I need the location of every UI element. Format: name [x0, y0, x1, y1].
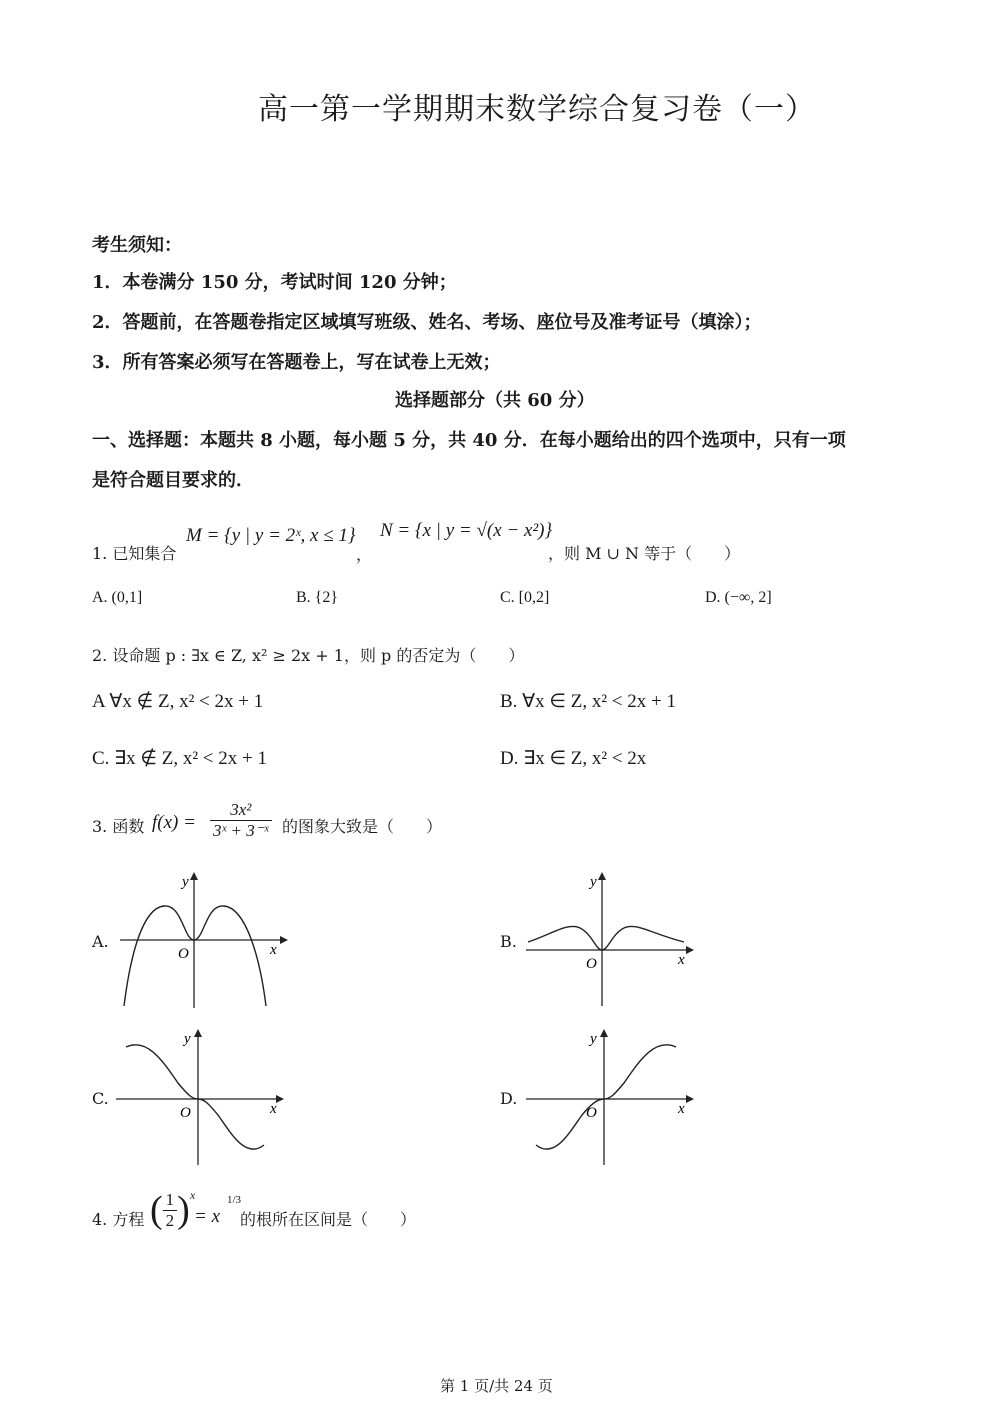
graph-d-label: D.: [500, 1089, 518, 1108]
q1-set-m: M = {y | y = 2ˣ, x ≤ 1}: [186, 525, 356, 546]
q2-text: 2. 设命题 p : ∃x ∈ Z, x² ≥ 2x + 1，则 p 的否定为（ ）: [92, 646, 525, 665]
q1-option-d: D. (−∞, 2]: [705, 589, 772, 606]
q1-comma: ，: [356, 545, 373, 564]
q3-suffix: 的图象大致是（ ）: [282, 817, 443, 836]
notice-item-1: 1．本卷满分 150 分，考试时间 120 分钟；: [92, 272, 457, 293]
q2-option-b: B. ∀x ∈ Z, x² < 2x + 1: [500, 691, 676, 712]
q1-suffix: ，则 M ∪ N 等于（ ）: [548, 544, 741, 563]
q1-prefix: 1. 已知集合: [92, 544, 177, 563]
graph-a-y-label: y: [182, 874, 189, 890]
q2-option-d: D. ∃x ∈ Z, x² < 2x: [500, 748, 647, 769]
q4-lhs-numerator: 1: [163, 1190, 178, 1211]
part-one-line-2: 是符合题目要求的．: [92, 470, 254, 491]
notice-item-2: 2．答题前，在答题卷指定区域填写班级、姓名、考场、座位号及准考证号（填涂）；: [92, 312, 762, 333]
graph-c-label: C.: [92, 1089, 109, 1108]
section-title: 选择题部分（共 60 分）: [395, 390, 595, 411]
q3-fx: f(x) =: [152, 812, 196, 833]
q4-suffix: 的根所在区间是（ ）: [240, 1210, 417, 1229]
graph-a-x-label: x: [270, 942, 277, 958]
q1-option-b: B. {2}: [296, 589, 339, 606]
q4-rhs-exponent: 1/3: [227, 1194, 242, 1206]
graph-d-y-label: y: [590, 1031, 597, 1047]
graph-c-origin: O: [180, 1105, 191, 1121]
graph-b-y-label: y: [590, 874, 597, 890]
q3-denominator: 3ˣ + 3⁻ˣ: [213, 821, 269, 840]
q4-lhs: ( $\frac{1}{2}$ )$^x$: [150, 1188, 196, 1231]
q4-prefix: 4. 方程: [92, 1210, 145, 1229]
graph-a: [112, 868, 292, 1010]
q4-lhs-exponent: x: [189, 1188, 196, 1202]
q3-fraction: [210, 800, 272, 841]
graph-a-label: A.: [92, 932, 109, 951]
graph-b: [522, 868, 702, 1010]
part-one-line-1: 一、选择题：本题共 8 小题，每小题 5 分，共 40 分．在每小题给出的四个选项中，只有一项: [92, 430, 846, 451]
notice-heading: 考生须知：: [92, 235, 182, 256]
page-title: 高一第一学期期末数学综合复习卷（一）: [258, 92, 816, 127]
graph-b-origin: O: [586, 956, 597, 972]
graph-c-x-label: x: [270, 1101, 277, 1117]
graph-d-x-label: x: [678, 1101, 685, 1117]
q4-lhs-denominator: 2: [165, 1210, 175, 1230]
notice-item-3: 3．所有答案必须写在答题卷上，写在试卷上无效；: [92, 352, 501, 373]
graph-b-x-label: x: [678, 952, 685, 968]
page-footer: 第 1 页/共 24 页: [440, 1377, 553, 1395]
graph-c: [112, 1025, 292, 1167]
q1-set-n: N = {x | y = √(x − x²)}: [380, 520, 553, 541]
graph-d-origin: O: [586, 1105, 597, 1121]
graph-a-origin: O: [178, 946, 189, 962]
graph-b-label: B.: [500, 932, 517, 951]
q4-rhs: = x: [194, 1206, 221, 1227]
q2-option-c: C. ∃x ∉ Z, x² < 2x + 1: [92, 748, 267, 769]
graph-c-y-label: y: [184, 1031, 191, 1047]
q1-option-a: A. (0,1]: [92, 589, 143, 606]
q3-numerator: 3x²: [210, 800, 272, 821]
q2-option-a: A ∀x ∉ Z, x² < 2x + 1: [92, 691, 264, 712]
q3-prefix: 3. 函数: [92, 817, 145, 836]
q1-option-c: C. [0,2]: [500, 589, 550, 606]
graph-d: [522, 1025, 702, 1167]
